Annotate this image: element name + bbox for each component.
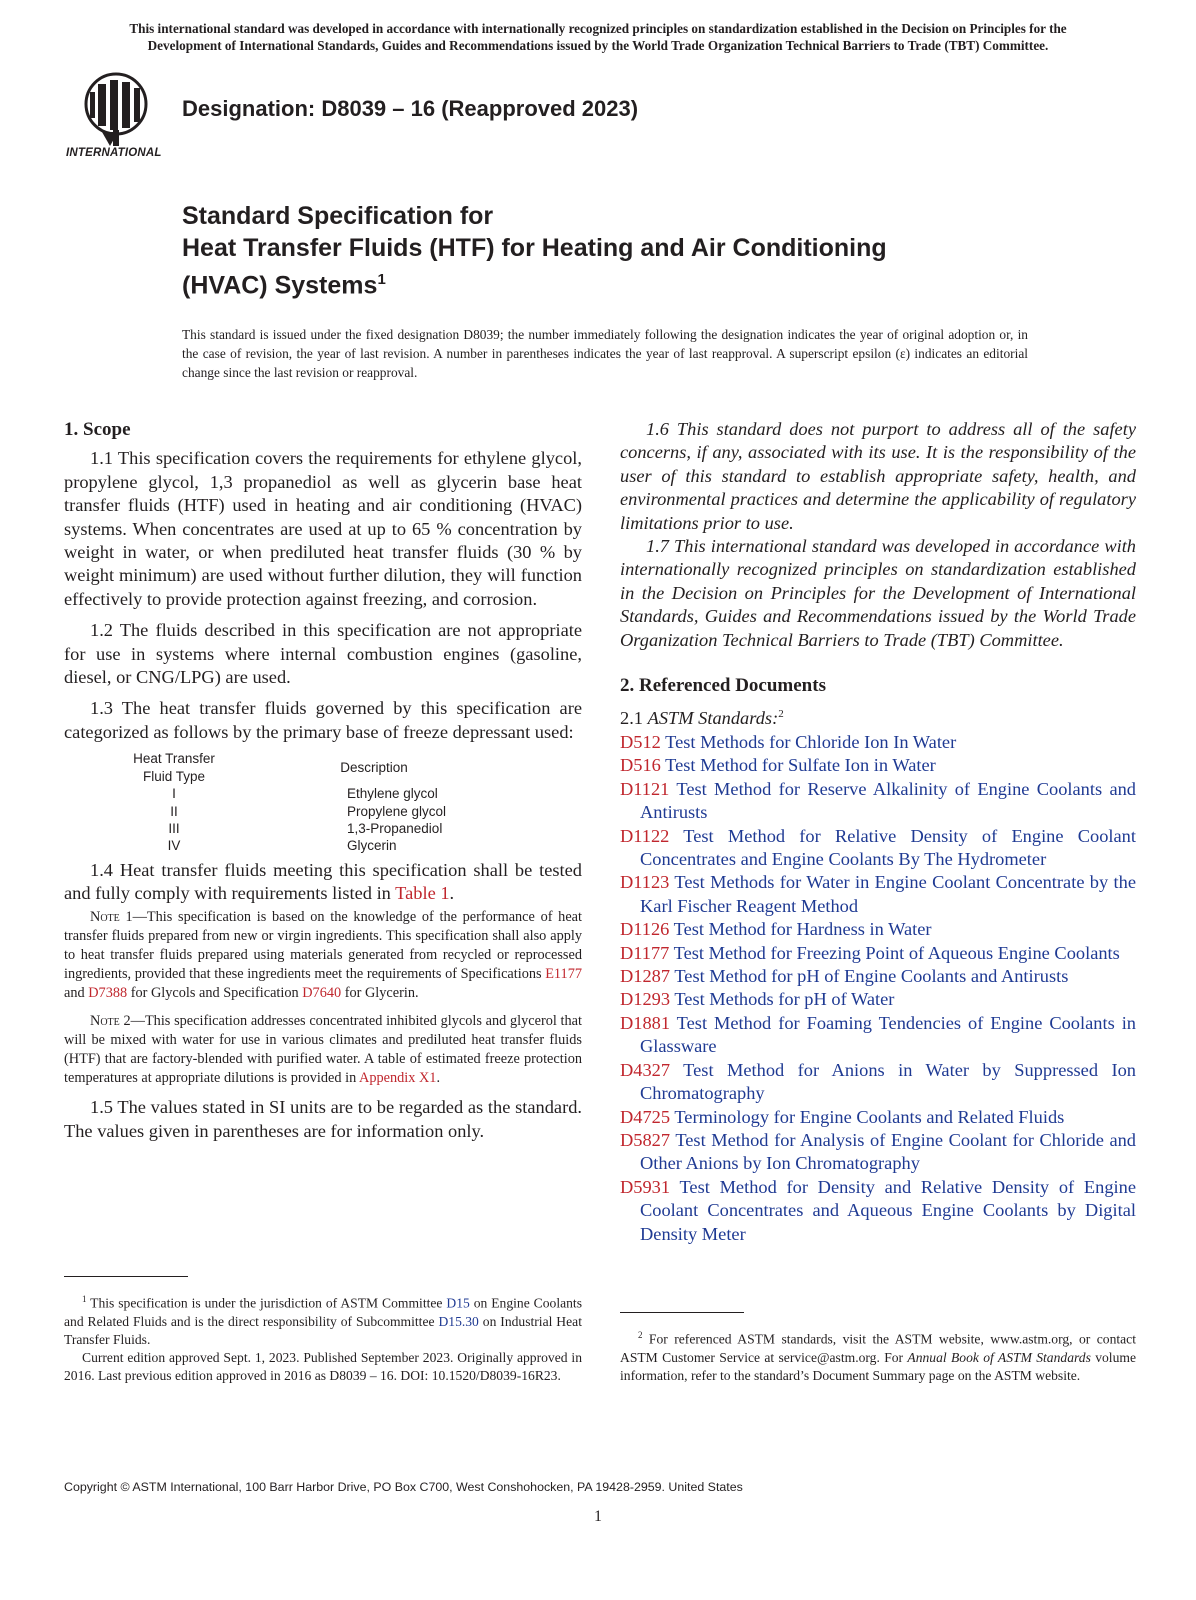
reference-title[interactable]: Test Method for Freezing Point of Aqueous Engine Coolants: [669, 942, 1120, 963]
reference-title[interactable]: Test Method for Reserve Alkalinity of Engine Coolants and Antirusts: [640, 778, 1136, 823]
reference-code-link[interactable]: D1121: [620, 778, 670, 799]
description-header: Description: [340, 759, 408, 775]
table-row: III 1,3-Propanediol: [168, 820, 443, 836]
d7640-link[interactable]: D7640: [302, 985, 342, 1002]
reference-item: [620, 1012, 1136, 1059]
d7388-link[interactable]: D7388: [88, 985, 128, 1002]
reference-code-link[interactable]: D1293: [620, 989, 671, 1010]
d15-link[interactable]: D15: [446, 1295, 470, 1311]
page-title: [182, 200, 887, 301]
reference-title[interactable]: Test Methods for Chloride Ion In Water: [660, 732, 957, 752]
reference-title[interactable]: Test Method for pH of Engine Coolants and Antirusts: [670, 966, 1069, 987]
page-number: 1: [594, 1508, 602, 1525]
para-1-4: 1.4 Heat transfer fluids meeting this specification shall be tested and fully comply with requirements listed in Table 1.: [64, 859, 582, 904]
reference-list: [620, 731, 1136, 1246]
title-line1: Standard Specification for: [182, 202, 494, 230]
reference-title[interactable]: Test Method for Density and Relative Density of Engine Coolant Concentrates and Aqueous Engine Coolants by Digital Density Meter: [640, 1176, 1136, 1244]
astm-logo: [66, 66, 170, 164]
reference-title[interactable]: Test Methods for Water in Engine Coolant Concentrate by the Karl Fischer Reagent Method: [640, 872, 1136, 916]
appendix-x1-link[interactable]: Appendix X1: [359, 1070, 437, 1087]
title-line3: (HVAC) Systems$^1$: [182, 271, 386, 300]
tbt-notice-line2: Development of International Standards, Guides and Recommendations issued by the World Trade Organization Technical Barriers to Trade (TBT) Committee.: [147, 38, 1049, 53]
reference-item: [620, 778, 1136, 825]
reference-item: [620, 754, 1136, 777]
logo-text: INTERNATIONAL: [66, 147, 162, 159]
reference-code-link[interactable]: D5827: [620, 1129, 671, 1150]
reference-title[interactable]: Test Method for Hardness in Water: [669, 919, 932, 940]
e1177-link[interactable]: E1177: [545, 966, 582, 983]
reference-code-link[interactable]: D4725: [620, 1106, 671, 1127]
para-1-1: 1.1 This specification covers the requirements for ethylene glycol, propylene glycol, 1,3 propanediol as well as glycerin base heat transfer fluids (HTF) used in heating and air conditioning (HVAC) systems. When concentrates are used at up to 65 % concentration by weight in water, or when prediluted heat transfer fluids (30 % by weight minimum) are used without further dilution, they will function effectively to provide protection against freezing, and corrosion.: [64, 448, 582, 609]
reference-item: [620, 1059, 1136, 1106]
reference-code-link[interactable]: D4327: [620, 1059, 671, 1080]
title-line2: Heat Transfer Fluids (HTF) for Heating and Air Conditioning: [182, 234, 887, 262]
reference-code-link[interactable]: D1122: [620, 825, 670, 846]
reference-code-link[interactable]: D516: [620, 755, 661, 776]
footnote-2: $^2$ For referenced ASTM standards, visit the ASTM website, www.astm.org, or contact ASTM Customer Service at service@astm.org. For Annual Book of ASTM Standards volume information, refer to the standard’s Document Summary page on the ASTM website.: [620, 1330, 1136, 1383]
table-row: II Propylene glycol: [170, 803, 447, 819]
reference-item: [620, 731, 1136, 754]
reference-item: [620, 1176, 1136, 1246]
para-1-6: 1.6 This standard does not purport to address all of the safety concerns, if any, associated with its use. It is the responsibility of the user of this standard to establish appropriate safety, health, and environmental practices and determine the applicability of regulatory limitations prior to use.: [620, 419, 1136, 533]
right-column: [620, 418, 1136, 1246]
reference-item: [620, 1129, 1136, 1176]
reference-code-link[interactable]: D1123: [620, 872, 670, 893]
table-row: I Ethylene glycol: [172, 786, 438, 802]
designation: Designation: D8039 – 16 (Reapproved 2023): [182, 96, 639, 121]
footnote-divider-left: [64, 1276, 188, 1277]
reference-item: [620, 988, 1136, 1011]
reference-title[interactable]: Test Method for Foaming Tendencies of Engine Coolants in Glassware: [640, 1012, 1136, 1057]
note-1: Note 1—This specification is based on the knowledge of the performance of heat transfer fluids prepared from new or virgin ingredients. This specification shall also apply to heat transfer fluids prepared using materials generated from recycled or reprocessed ingredients, provided that these ingredients meet the requirements of Specifications E1177 and D7388 for Glycols and Specification D7640 for Glycerin.: [64, 908, 582, 1002]
reference-code-link[interactable]: D1287: [620, 966, 671, 987]
reference-code-link[interactable]: D1126: [620, 919, 670, 940]
issued-statement: This standard is issued under the fixed designation D8039; the number immediately following the designation indicates the year of original adoption or, in the case of revision, the year of last revision. A number in parentheses indicates the year of last reapproval. A superscript epsilon (ε) indicates an editorial change since the last revision or reapproval.: [182, 327, 1028, 380]
left-column: [64, 418, 582, 1151]
reference-item: [620, 825, 1136, 872]
reference-title[interactable]: Test Method for Anions in Water by Suppressed Ion Chromatography: [640, 1059, 1136, 1104]
tbt-notice: [62, 20, 1134, 54]
table-1-link[interactable]: Table 1: [395, 883, 450, 904]
referenced-documents-heading: 2. Referenced Documents: [620, 675, 826, 697]
footnote-divider-right: [620, 1312, 744, 1313]
fluid-type-table: [94, 750, 494, 854]
reference-code-link[interactable]: D5931: [620, 1176, 671, 1197]
reference-title[interactable]: Test Methods for pH of Water: [670, 989, 895, 1010]
footnote-1: $^1$ This specification is under the jurisdiction of ASTM Committee D15 on Engine Coolants and Related Fluids and is the direct responsibility of Subcommittee D15.30 on Industrial Heat Transfer Fluids. Current edition approved Sept. 1, 2023. Published September 2023. Originally approved in 2016. Last previous edition approved in 2016 as D8039 – 16. DOI: 10.1520/D8039-16R23.: [64, 1294, 582, 1384]
copyright: Copyright © ASTM International, 100 Barr Harbor Drive, PO Box C700, West Conshohocken, PA 19428-2959. United States: [64, 1480, 743, 1494]
reference-code-link[interactable]: D1881: [620, 1012, 671, 1033]
note-2: Note 2—This specification addresses concentrated inhibited glycols and glycerol that will be mixed with water for use in various climates and prediluted heat transfer fluids (HTF) that are factory-blended with purified water. A table of estimated freeze protection temperatures at appropriate dilutions is provided in Appendix X1.: [64, 1012, 582, 1087]
reference-item: [620, 871, 1136, 918]
table-row: IV Glycerin: [167, 838, 397, 854]
para-1-3: 1.3 The heat transfer fluids governed by this specification are categorized as follows by the primary base of freeze depressant used:: [64, 698, 582, 742]
fluid-type-header: Heat Transfer Fluid Type: [133, 751, 215, 784]
reference-code-link[interactable]: D512: [620, 732, 661, 752]
reference-code-link[interactable]: D1177: [620, 942, 670, 963]
reference-title[interactable]: Terminology for Engine Coolants and Related Fluids: [670, 1106, 1065, 1127]
title-footnote-mark: 1: [377, 271, 386, 288]
para-1-5: 1.5 The values stated in SI units are to be regarded as the standard. The values given in parentheses are for information only.: [64, 1097, 582, 1141]
reference-item: [620, 942, 1136, 965]
scope-heading: 1. Scope: [64, 419, 131, 440]
reference-title[interactable]: Test Method for Sulfate Ion in Water: [660, 755, 936, 776]
reference-title[interactable]: Test Method for Analysis of Engine Coolant for Chloride and Other Anions by Ion Chromatography: [640, 1129, 1136, 1174]
reference-title[interactable]: Test Method for Relative Density of Engine Coolant Concentrates and Engine Coolants By The Hydrometer: [640, 825, 1136, 870]
reference-item: [620, 1106, 1136, 1129]
reference-item: [620, 918, 1136, 941]
reference-item: [620, 965, 1136, 988]
para-1-2: 1.2 The fluids described in this specification are not appropriate for use in systems where internal combustion engines (gasoline, diesel, or CNG/LPG) are used.: [64, 620, 582, 688]
astm-standards-subheading: 2.1 ASTM Standards:$^2$: [620, 708, 784, 729]
tbt-notice-line1: This international standard was developed in accordance with internationally recognized principles on standardization established in the Decision on Principles for the: [129, 21, 1067, 36]
para-1-7: 1.7 This international standard was developed in accordance with internationally recognized principles on standardization established in the Decision on Principles for the Development of International Standards, Guides and Recommendations issued by the World Trade Organization Technical Barriers to Trade (TBT) Committee.: [620, 536, 1136, 650]
d15-30-link[interactable]: D15.30: [438, 1313, 479, 1329]
